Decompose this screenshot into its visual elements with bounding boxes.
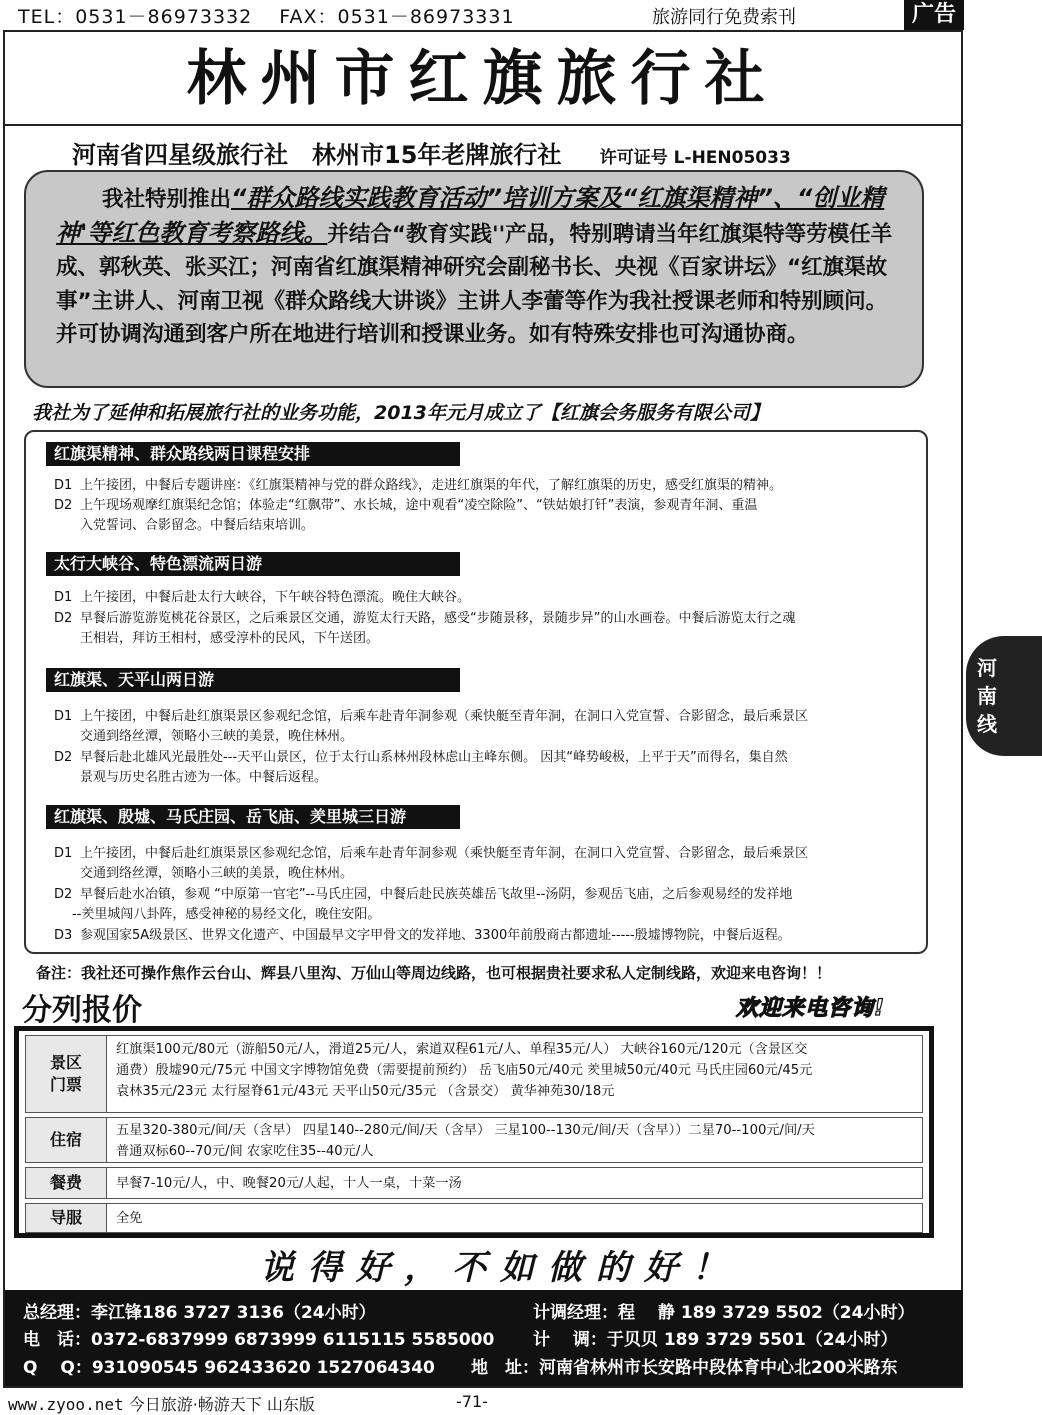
contact-tel: 电 话：0372-6837999 6873999 6115115 5585000 bbox=[23, 1330, 495, 1350]
price-category: 餐费 bbox=[26, 1168, 107, 1198]
footer bbox=[8, 1392, 488, 1415]
price-category: 导服 bbox=[26, 1204, 107, 1232]
intro-box bbox=[24, 170, 924, 388]
intro-highlight: “群众路线实践教育活动”培训方案及“红旗渠精神”、“创业精神'等红色教育考察路线。 bbox=[56, 184, 885, 247]
price-table bbox=[14, 1026, 934, 1238]
price-values: 五星320-380元/间/天（含早） 四星140--280元/间/天（含早） 三星100--130元/间/天（含早））二星70--100元/间/天 普通双标60--70元/间 农家吃住35--40元/人 bbox=[116, 1123, 815, 1159]
welcome-banner: 欢迎来电咨询! bbox=[736, 996, 886, 1021]
route-day: D1 上午接团，中餐后专题讲座：《红旗渠精神与党的群众路线》，走进红旗渠的年代，了解红旗渠的历史，感受红旗渠的精神。 bbox=[54, 478, 783, 493]
contact-qq: Q Q：931090545 962433620 1527064340 bbox=[23, 1358, 435, 1378]
top-contact: TEL：0531－86973332 FAX：0531－86973331 bbox=[18, 6, 515, 28]
price-title: 分列报价 bbox=[22, 993, 142, 1028]
ad-label: 广告 bbox=[904, 0, 964, 30]
route-day-cont: 入党誓词、合影留念。中餐后结束培训。 bbox=[80, 518, 315, 533]
subheading bbox=[72, 135, 791, 170]
side-tab-label: 河南线 bbox=[977, 656, 997, 736]
remark-note: 备注：我社还可操作焦作云台山、辉县八里沟、万仙山等周边线路，也可根据贵社要求私人定制线路，欢迎来电咨询！！ bbox=[36, 964, 832, 982]
route-day: D2 早餐后赴水冶镇，参观 “中原第一官宅”--马氏庄园，中餐后赴民族英雄岳飞故里--汤阴，参观岳飞庙，之后参观易经的发祥地 bbox=[54, 887, 793, 902]
route-day-cont: 王相岩，拜访王相村，感受淳朴的民风，下午送团。 bbox=[80, 631, 380, 646]
route-day: D2 上午现场观摩红旗渠纪念馆；体验走“红飘带”、水长城，途中观看“凌空除险”、“铁姑娘打钎”表演，参观青年洞、重温 bbox=[54, 498, 758, 513]
routes-box bbox=[24, 430, 928, 954]
license-number: 许可证号 L-HEN05033 bbox=[599, 148, 791, 168]
motto: 说得好，不如做的好！ bbox=[260, 1248, 740, 1288]
route-day-cont: --羑里城闯八卦阵，感受神秘的易经文化，晚住安阳。 bbox=[72, 907, 381, 922]
price-row-guide bbox=[25, 1203, 923, 1233]
top-bar bbox=[0, 0, 1042, 28]
contact-block bbox=[5, 1290, 963, 1386]
intro-body: 并结合“教育实践''产品，特别聘请当年红旗渠特等劳模任羊成、郭秋英、张买江；河南省红旗渠精神研究会副秘书长、央视《百家讲坛》“红旗渠故事”主讲人、河南卫视《群众路线大讲谈》主讲人李蕾等作为我社授课老师和特别顾问。并可协调沟通到客户所在地进行培训和授课业务。如有特殊安排也可沟通协商。 bbox=[56, 221, 893, 347]
contact-planner: 计 调：于贝贝 189 3729 5501（24小时） bbox=[533, 1330, 898, 1350]
contact-gm: 总经理：李江锋186 3727 3136（24小时） bbox=[23, 1303, 376, 1323]
price-values: 早餐7-10元/人，中、晚餐20元/人起，十人一桌，十菜一汤 bbox=[116, 1176, 462, 1191]
title-divider bbox=[5, 124, 961, 126]
company-slogan: 我社为了延伸和拓展旅行社的业务功能，2013年元月成立了【红旗会务服务有限公司】 bbox=[32, 402, 769, 424]
route-title: 红旗渠精神、群众路线两日课程安排 bbox=[46, 442, 460, 466]
price-category: 景区 门票 bbox=[26, 1036, 107, 1112]
contact-address: 地 址：河南省林州市长安路中段体育中心北200米路东 bbox=[471, 1358, 898, 1378]
route-day: D1 上午接团，中餐后赴红旗渠景区参观纪念馆，后乘车赴青年洞参观（乘快艇至青年洞，在洞口入党宣誓、合影留念，最后乘景区 bbox=[54, 846, 809, 861]
price-category: 住宿 bbox=[26, 1118, 107, 1162]
price-row-tickets bbox=[25, 1035, 923, 1113]
route-title: 红旗渠、殷墟、马氏庄园、岳飞庙、羑里城三日游 bbox=[46, 805, 460, 829]
route-day: D2 早餐后赴北雄风光最胜处---天平山景区，位于太行山系林州段林虑山主峰东侧。 因其“峰势峻极，上平于天”而得名，集自然 bbox=[54, 750, 788, 765]
index-label: 旅游同行免费索刊 bbox=[652, 7, 796, 28]
contact-planner-manager: 计调经理：程 静 189 3729 5502（24小时） bbox=[533, 1303, 915, 1323]
footer-slogan: 今日旅游·畅游天下 bbox=[128, 1395, 262, 1414]
route-day: D1 上午接团，中餐后赴太行大峡谷，下午峡谷特色漂流。晚住大峡谷。 bbox=[54, 590, 471, 605]
price-row-meals bbox=[25, 1167, 923, 1199]
price-values: 全免 bbox=[116, 1211, 143, 1226]
side-tab bbox=[966, 636, 1042, 756]
route-day-cont: 景观与历史名胜古迹为一体。中餐后返程。 bbox=[80, 770, 328, 785]
route-day-cont: 交通到络丝潭，领略小三峡的美景，晚住林州。 bbox=[80, 866, 354, 881]
route-day-cont: 交通到络丝潭，领略小三峡的美景，晚住林州。 bbox=[80, 729, 354, 744]
subheading-text: 河南省四星级旅行社 林州市15年老牌旅行社 bbox=[72, 141, 562, 169]
route-day: D1 上午接团，中餐后赴红旗渠景区参观纪念馆，后乘车赴青年洞参观（乘快艇至青年洞，在洞口入党宣誓、合影留念，最后乘景区 bbox=[54, 709, 809, 724]
route-day: D3 参观国家5A级景区、世界文化遗产、中国最早文字甲骨文的发祥地、3300年前殷商古都遗址-----殷墟博物院，中餐后返程。 bbox=[54, 928, 791, 943]
footer-site: www.zyoo.net bbox=[8, 1395, 124, 1414]
price-row-lodging bbox=[25, 1117, 923, 1163]
route-title: 太行大峡谷、特色漂流两日游 bbox=[46, 552, 460, 576]
intro-prefix: 我社特别推出 bbox=[102, 187, 232, 212]
page-number: -71- bbox=[456, 1392, 488, 1411]
price-values: 红旗渠100元/80元（游船50元/人，滑道25元/人，索道双程61元/人、单程35元/人） 大峡谷160元/120元（含景区交 通费）殷墟90元/75元 中国文字博物馆免费（需要提前预约） 岳飞庙50元/40元 羑里城50元/40元 马氏庄园60元/45元 袁林35元/23元 太行屋脊61元/43元 天平山50元/35元 （含景交） 黄华神苑30/18元 bbox=[116, 1042, 813, 1099]
route-title: 红旗渠、天平山两日游 bbox=[46, 668, 460, 692]
route-day: D2 早餐后游览游览桃花谷景区，之后乘景区交通，游览太行天路，感受“步随景移，景随步异”的山水画卷。中餐后游览太行之魂 bbox=[54, 611, 796, 626]
footer-edition: 山东版 bbox=[266, 1395, 315, 1414]
agency-title: 林州市红旗旅行社 bbox=[186, 44, 779, 114]
